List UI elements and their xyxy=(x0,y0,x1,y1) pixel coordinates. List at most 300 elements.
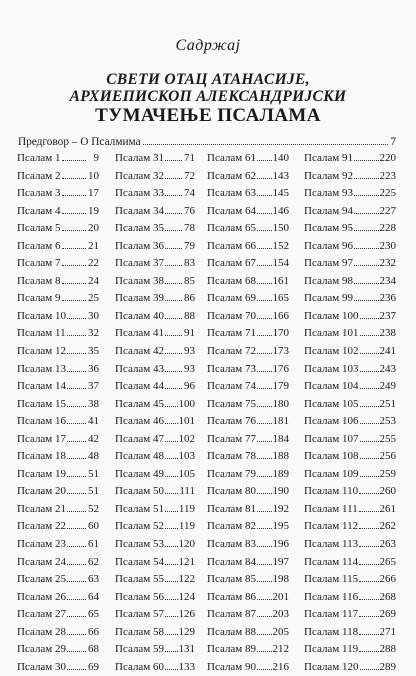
dot-leader xyxy=(165,353,182,354)
toc-entry-label: Псалам 2 xyxy=(17,169,61,182)
toc-entry xyxy=(17,518,99,536)
toc-entry-label: Псалам 29 xyxy=(17,643,67,656)
toc-entry-page: 203 xyxy=(272,608,289,621)
dot-leader xyxy=(360,406,379,407)
dot-leader xyxy=(165,546,177,547)
toc-entry-label: Псалам 81 xyxy=(207,502,257,515)
dot-leader xyxy=(165,265,182,266)
toc-entry-label: Псалам 107 xyxy=(304,432,359,445)
toc-entry xyxy=(17,659,99,676)
toc-entry-label: Псалам 99 xyxy=(304,292,354,305)
toc-entry-page: 223 xyxy=(379,169,396,182)
toc-entry xyxy=(304,238,396,256)
toc-entry-page: 41 xyxy=(88,415,99,428)
toc-entry xyxy=(17,238,99,256)
toc-entry-label: Псалам 92 xyxy=(304,169,354,182)
toc-entry-label: Псалам 40 xyxy=(115,309,165,322)
toc-entry xyxy=(115,501,195,519)
toc-entry-label: Псалам 41 xyxy=(115,327,165,340)
dot-leader xyxy=(359,651,378,652)
toc-entry-label: Псалам 33 xyxy=(115,187,165,200)
toc-entry xyxy=(207,431,289,449)
toc-entry xyxy=(304,168,396,186)
dot-leader xyxy=(165,441,177,442)
toc-entry xyxy=(17,431,99,449)
toc-entry-label: Псалам 118 xyxy=(304,625,359,638)
toc-entry-page: 21 xyxy=(88,239,99,252)
dot-leader xyxy=(67,493,86,494)
toc-entry-label: Псалам 83 xyxy=(207,538,257,551)
toc-entry xyxy=(115,220,195,238)
toc-entry xyxy=(304,308,396,326)
toc-entry-page: 65 xyxy=(88,608,99,621)
dot-leader xyxy=(257,476,271,477)
toc-entry-page: 83 xyxy=(184,257,195,270)
dot-leader xyxy=(165,651,177,652)
toc-entry-page: 238 xyxy=(379,327,396,340)
toc-entry-label: Предговор – О Псалмима xyxy=(18,136,141,148)
toc-entry xyxy=(304,396,396,414)
dot-leader xyxy=(257,599,271,600)
dot-leader xyxy=(67,335,86,336)
toc-entry xyxy=(207,343,289,361)
toc-entry-page: 126 xyxy=(178,608,195,621)
toc-entry xyxy=(115,238,195,256)
toc-entry xyxy=(304,185,396,203)
toc-entry xyxy=(115,624,195,642)
dot-leader xyxy=(165,178,182,179)
toc-entry-label: Псалам 23 xyxy=(17,538,67,551)
toc-entry xyxy=(115,536,195,554)
toc-entry xyxy=(304,361,396,379)
dot-leader xyxy=(257,213,271,214)
toc-entry-page: 19 xyxy=(88,204,99,217)
toc-entry xyxy=(207,448,289,466)
toc-entry xyxy=(115,589,195,607)
toc-entry-page: 170 xyxy=(272,327,289,340)
toc-entry-label: Псалам 75 xyxy=(207,397,257,410)
toc-entry xyxy=(17,220,99,238)
toc-entry xyxy=(115,325,195,343)
toc-entry-page: 188 xyxy=(272,450,289,463)
toc-entry-page: 143 xyxy=(272,169,289,182)
toc-entry-label: Псалам 68 xyxy=(207,274,257,287)
dot-leader xyxy=(359,493,378,494)
toc-entry-label: Псалам 60 xyxy=(115,660,165,673)
toc-entry-page: 150 xyxy=(272,222,289,235)
dot-leader xyxy=(359,581,378,582)
toc-entry-label: Псалам 31 xyxy=(115,152,165,164)
toc-entry-label: Псалам 86 xyxy=(207,590,257,603)
toc-entry-label: Псалам 54 xyxy=(115,555,165,568)
toc-entry-page: 234 xyxy=(379,274,396,287)
toc-entry-label: Псалам 96 xyxy=(304,239,354,252)
toc-entry-page: 85 xyxy=(184,274,195,287)
toc-entry-label: Псалам 5 xyxy=(17,222,61,235)
toc-entry-label: Псалам 4 xyxy=(17,204,61,217)
toc-entry-page: 51 xyxy=(88,467,99,480)
toc-entry-page: 20 xyxy=(88,222,99,235)
toc-entry xyxy=(304,273,396,291)
toc-entry xyxy=(207,659,289,676)
dot-leader xyxy=(67,371,86,372)
toc-entry xyxy=(17,554,99,572)
dot-leader xyxy=(62,283,86,284)
toc-entry-label: Псалам 94 xyxy=(304,204,354,217)
dot-leader xyxy=(257,388,271,389)
toc-entry-label: Псалам 14 xyxy=(17,380,67,393)
dot-leader xyxy=(359,528,378,529)
toc-entry-label: Псалам 84 xyxy=(207,555,257,568)
toc-entry-page: 96 xyxy=(184,380,195,393)
dot-leader xyxy=(257,371,271,372)
dot-leader xyxy=(165,335,182,336)
toc-entry-label: Псалам 90 xyxy=(207,660,257,673)
toc-entry-page: 230 xyxy=(379,239,396,252)
toc-entry-label: Псалам 104 xyxy=(304,380,359,393)
dot-leader xyxy=(360,441,379,442)
toc-entry-page: 236 xyxy=(379,292,396,305)
toc-entry xyxy=(115,361,195,379)
dot-leader xyxy=(165,564,177,565)
toc-entry-page: 69 xyxy=(88,660,99,673)
toc-entry-page: 256 xyxy=(379,450,396,463)
toc-entry-label: Псалам 115 xyxy=(304,573,359,586)
toc-entry-page: 42 xyxy=(88,432,99,445)
dot-leader xyxy=(67,441,86,442)
dot-leader xyxy=(257,528,271,529)
toc-entry xyxy=(304,220,396,238)
toc-entry xyxy=(207,483,289,501)
toc-entry xyxy=(115,431,195,449)
toc-entry-page: 192 xyxy=(272,502,289,515)
toc-entry xyxy=(207,325,289,343)
toc-entry-label: Псалам 45 xyxy=(115,397,165,410)
toc-entry-page: 93 xyxy=(184,362,195,375)
toc-entry-label: Псалам 112 xyxy=(304,520,359,533)
dot-leader xyxy=(257,651,271,652)
toc-entry xyxy=(304,448,396,466)
toc-entry-page: 145 xyxy=(272,187,289,200)
toc-entry-page: 101 xyxy=(178,415,195,428)
toc-entry xyxy=(115,571,195,589)
toc-entry xyxy=(207,641,289,659)
toc-entry xyxy=(17,413,99,431)
toc-entry xyxy=(115,554,195,572)
toc-entry-page: 146 xyxy=(272,204,289,217)
dot-leader xyxy=(360,458,379,459)
toc-entry-label: Псалам 120 xyxy=(304,660,359,673)
dot-leader xyxy=(257,458,271,459)
toc-entry xyxy=(304,290,396,308)
dot-leader xyxy=(67,476,86,477)
toc-entry-label: Псалам 58 xyxy=(115,625,165,638)
toc-entry-page: 212 xyxy=(272,643,289,656)
toc-entry-label: Псалам 44 xyxy=(115,380,165,393)
toc-entry xyxy=(17,466,99,484)
toc-entry-page: 228 xyxy=(379,222,396,235)
toc-entry-label: Псалам 67 xyxy=(207,257,257,270)
toc-entry-page: 140 xyxy=(272,152,289,164)
toc-entry-label: Псалам 28 xyxy=(17,625,67,638)
toc-entry-page: 25 xyxy=(88,292,99,305)
toc-entry-page: 79 xyxy=(184,239,195,252)
toc-entry-page: 60 xyxy=(88,520,99,533)
dot-leader xyxy=(67,406,86,407)
dot-leader xyxy=(165,371,182,372)
dot-leader xyxy=(257,160,271,161)
toc-entry xyxy=(17,536,99,554)
toc-entry-page: 105 xyxy=(178,467,195,480)
toc-entry-preface xyxy=(18,136,396,148)
toc-entry xyxy=(17,185,99,203)
toc-entry-label: Псалам 39 xyxy=(115,292,165,305)
toc-entry xyxy=(17,343,99,361)
toc-entry-label: Псалам 56 xyxy=(115,590,165,603)
toc-entry xyxy=(17,624,99,642)
dot-leader xyxy=(67,581,86,582)
dot-leader xyxy=(62,230,86,231)
toc-entry-page: 100 xyxy=(178,397,195,410)
toc-entry xyxy=(17,361,99,379)
toc-entry xyxy=(115,413,195,431)
dot-leader xyxy=(165,230,182,231)
dot-leader xyxy=(67,634,86,635)
toc-entry-label: Псалам 46 xyxy=(115,415,165,428)
toc-entry-label: Псалам 72 xyxy=(207,345,257,358)
toc-entry-label: Псалам 38 xyxy=(115,274,165,287)
toc-entry xyxy=(304,343,396,361)
dot-leader xyxy=(165,388,182,389)
toc-entry xyxy=(207,518,289,536)
dot-leader xyxy=(67,511,86,512)
toc-entry-page: 179 xyxy=(272,380,289,393)
toc-entry-page: 102 xyxy=(178,432,195,445)
toc-entry xyxy=(115,273,195,291)
dot-leader xyxy=(67,564,86,565)
toc-entry xyxy=(207,220,289,238)
dot-leader xyxy=(165,511,178,512)
toc-entry-label: Псалам 61 xyxy=(207,152,257,164)
toc-entry-page: 88 xyxy=(184,309,195,322)
dot-leader xyxy=(62,300,86,301)
toc-entry xyxy=(207,150,289,168)
dot-leader xyxy=(354,283,378,284)
toc-entry xyxy=(207,378,289,396)
dot-leader xyxy=(257,248,271,249)
toc-entry-page: 260 xyxy=(379,485,396,498)
toc-entry-page: 74 xyxy=(184,187,195,200)
toc-entry xyxy=(115,255,195,273)
toc-entry-label: Псалам 20 xyxy=(17,485,67,498)
toc-entry-page: 36 xyxy=(88,362,99,375)
toc-entry-page: 197 xyxy=(272,555,289,568)
toc-entry-page: 72 xyxy=(184,169,195,182)
dot-leader xyxy=(165,634,177,635)
toc-entry-label: Псалам 57 xyxy=(115,608,165,621)
toc-entry-page: 24 xyxy=(88,274,99,287)
toc-entry-page: 220 xyxy=(379,152,396,164)
toc-entry-page: 119 xyxy=(178,520,195,533)
toc-entry-label: Псалам 74 xyxy=(207,380,257,393)
toc-entry-label: Псалам 98 xyxy=(304,274,354,287)
dot-leader xyxy=(165,406,177,407)
toc-entry-label: Псалам 48 xyxy=(115,450,165,463)
toc-entry-page: 261 xyxy=(379,502,396,515)
dot-leader xyxy=(257,669,271,670)
toc-entry-label: Псалам 100 xyxy=(304,309,359,322)
book-title-line-3: ТУМАЧЕЊЕ ПСАЛАМА xyxy=(95,105,321,126)
toc-entry-page: 225 xyxy=(379,187,396,200)
dot-leader xyxy=(360,423,379,424)
toc-entry-label: Псалам 77 xyxy=(207,432,257,445)
toc-entry-label: Псалам 110 xyxy=(304,485,359,498)
toc-entry xyxy=(207,501,289,519)
toc-entry-page: 184 xyxy=(272,432,289,445)
dot-leader xyxy=(165,528,178,529)
toc-entry-page: 62 xyxy=(88,555,99,568)
toc-entry-label: Псалам 93 xyxy=(304,187,354,200)
dot-leader xyxy=(359,634,378,635)
dot-leader xyxy=(67,458,86,459)
dot-leader xyxy=(257,581,271,582)
toc-entry-label: Псалам 59 xyxy=(115,643,165,656)
dot-leader xyxy=(165,493,178,494)
dot-leader xyxy=(67,353,86,354)
dot-leader xyxy=(257,230,271,231)
toc-entry-label: Псалам 13 xyxy=(17,362,67,375)
dot-leader xyxy=(62,265,86,266)
toc-entry-label: Псалам 114 xyxy=(304,555,359,568)
toc-entry-label: Псалам 117 xyxy=(304,608,359,621)
dot-leader xyxy=(62,248,86,249)
toc-entry-page: 251 xyxy=(379,397,396,410)
toc-entry xyxy=(17,571,99,589)
toc-entry-page: 216 xyxy=(272,660,289,673)
dot-leader xyxy=(257,353,271,354)
toc-entry-page: 10 xyxy=(88,169,99,182)
dot-leader xyxy=(165,195,182,196)
toc-entry xyxy=(115,448,195,466)
dot-leader xyxy=(257,441,271,442)
toc-entry-page: 181 xyxy=(272,415,289,428)
toc-entry xyxy=(115,378,195,396)
toc-entry-label: Псалам 89 xyxy=(207,643,257,656)
toc-entry xyxy=(207,396,289,414)
dot-leader xyxy=(165,283,182,284)
toc-entry xyxy=(17,378,99,396)
dot-leader xyxy=(257,195,271,196)
toc-entry xyxy=(304,431,396,449)
toc-entry xyxy=(304,413,396,431)
toc-entry xyxy=(207,536,289,554)
toc-entry-label: Псалам 30 xyxy=(17,660,67,673)
toc-entry-label: Псалам 105 xyxy=(304,397,359,410)
toc-entry-label: Псалам 66 xyxy=(207,239,257,252)
toc-entry-page: 120 xyxy=(178,538,195,551)
toc-entry-label: Псалам 76 xyxy=(207,415,257,428)
dot-leader xyxy=(165,213,182,214)
toc-entry xyxy=(115,308,195,326)
toc-entry-label: Псалам 95 xyxy=(304,222,354,235)
toc-entry-label: Псалам 71 xyxy=(207,327,257,340)
toc-entry-label: Псалам 80 xyxy=(207,485,257,498)
toc-entry-label: Псалам 15 xyxy=(17,397,67,410)
toc-column-3 xyxy=(207,150,289,676)
toc-entry-page: 30 xyxy=(88,309,99,322)
toc-entry xyxy=(17,255,99,273)
toc-entry xyxy=(17,290,99,308)
toc-entry xyxy=(207,571,289,589)
toc-entry-page: 78 xyxy=(184,222,195,235)
toc-entry-page: 48 xyxy=(88,450,99,463)
toc-entry xyxy=(207,203,289,221)
toc-entry xyxy=(115,659,195,676)
dot-leader xyxy=(360,476,379,477)
toc-entry-page: 268 xyxy=(379,590,396,603)
dot-leader xyxy=(354,213,378,214)
dot-leader xyxy=(165,248,182,249)
toc-entry-label: Псалам 62 xyxy=(207,169,257,182)
dot-leader xyxy=(67,318,86,319)
toc-entry xyxy=(304,150,396,168)
toc-entry xyxy=(207,361,289,379)
toc-entry-page: 22 xyxy=(88,257,99,270)
dot-leader xyxy=(359,564,378,565)
toc-entry-page: 7 xyxy=(390,136,396,148)
toc-entry-label: Псалам 10 xyxy=(17,309,67,322)
toc-entry-page: 32 xyxy=(88,327,99,340)
toc-entry-label: Псалам 101 xyxy=(304,327,359,340)
toc-entry-page: 37 xyxy=(88,380,99,393)
toc-entry xyxy=(207,290,289,308)
toc-entry xyxy=(115,185,195,203)
toc-entry-page: 68 xyxy=(88,643,99,656)
toc-entry-label: Псалам 102 xyxy=(304,345,359,358)
toc-entry-page: 173 xyxy=(272,345,289,358)
toc-entry xyxy=(17,325,99,343)
toc-entry-label: Псалам 12 xyxy=(17,345,67,358)
dot-leader xyxy=(257,493,271,494)
toc-entry-label: Псалам 63 xyxy=(207,187,257,200)
toc-entry xyxy=(304,255,396,273)
toc-entry-page: 124 xyxy=(178,590,195,603)
toc-entry-page: 131 xyxy=(178,643,195,656)
toc-entry-label: Псалам 79 xyxy=(207,467,257,480)
dot-leader xyxy=(62,178,86,179)
toc-entry xyxy=(207,624,289,642)
toc-entry xyxy=(304,536,396,554)
page-heading: Садржај xyxy=(175,37,241,54)
toc-entry xyxy=(17,606,99,624)
toc-entry xyxy=(115,150,195,168)
toc-entry-label: Псалам 36 xyxy=(115,239,165,252)
dot-leader xyxy=(257,283,271,284)
dot-leader xyxy=(165,669,177,670)
toc-entry-page: 103 xyxy=(178,450,195,463)
dot-leader xyxy=(257,335,271,336)
toc-entry-label: Псалам 64 xyxy=(207,204,257,217)
toc-entry xyxy=(115,168,195,186)
toc-entry-page: 253 xyxy=(379,415,396,428)
toc-entry xyxy=(17,589,99,607)
toc-entry xyxy=(304,589,396,607)
toc-entry-label: Псалам 119 xyxy=(304,643,359,656)
toc-entry-page: 17 xyxy=(88,187,99,200)
toc-entry-label: Псалам 103 xyxy=(304,362,359,375)
toc-entry xyxy=(207,554,289,572)
toc-entry-label: Псалам 97 xyxy=(304,257,354,270)
